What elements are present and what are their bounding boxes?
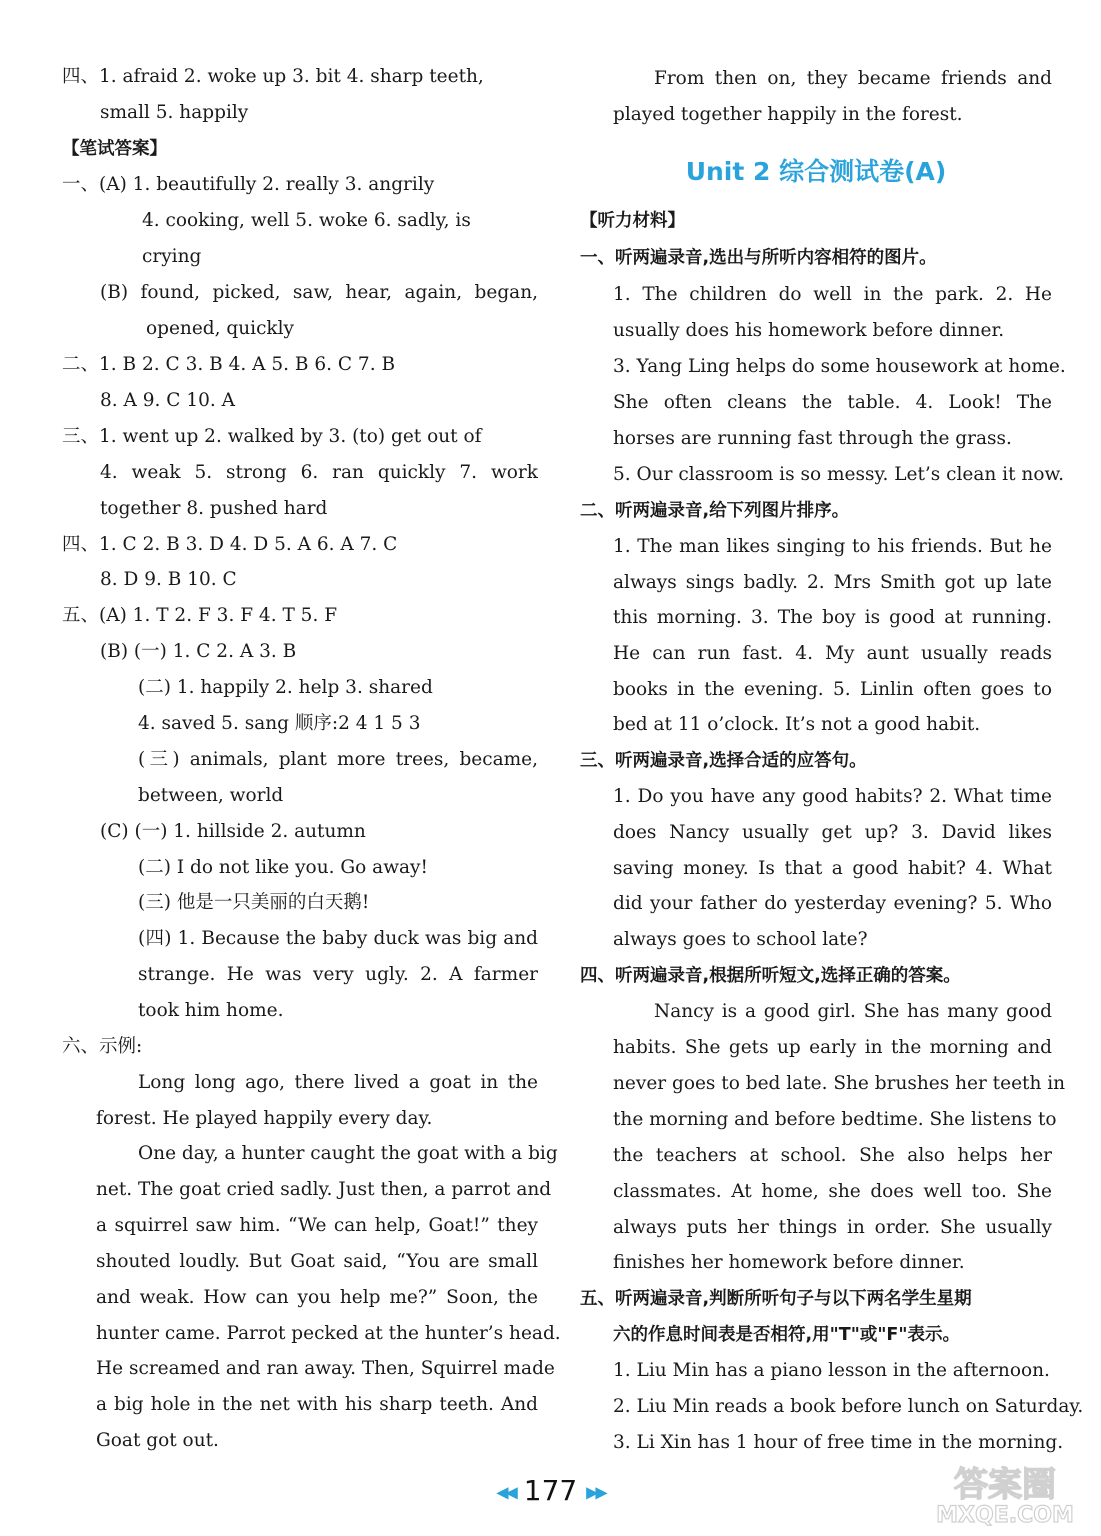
left-line: 4. cooking, well 5. woke 6. sadly, is: [142, 210, 471, 231]
right-line: always sings badly. 2. Mrs Smith got up late: [613, 572, 1052, 593]
left-line: 8. A 9. C 10. A: [100, 390, 236, 411]
left-line: 4. weak 5. strong 6. ran quickly 7. work: [100, 462, 538, 483]
left-line: (B) found, picked, saw, hear, again, began,: [100, 282, 538, 303]
right-line: always puts her things in order. She usually: [613, 1217, 1052, 1238]
left-line: He screamed and ran away. Then, Squirrel made: [96, 1358, 555, 1379]
left-line: 二、1. B 2. C 3. B 4. A 5. B 6. C 7. B: [62, 354, 396, 375]
left-line: (三) animals, plant more trees, became,: [138, 749, 538, 770]
left-line: shouted loudly. But Goat said, “You are small: [96, 1251, 538, 1272]
right-line: From then on, they became friends and: [654, 68, 1052, 89]
right-line: 一、听两遍录音,选出与所听内容相符的图片。: [580, 248, 937, 268]
left-line: and weak. How can you help me?” Soon, the: [96, 1287, 538, 1308]
right-line: 五、听两遍录音,判断所听句子与以下两名学生星期: [580, 1289, 972, 1309]
right-line: 六的作息时间表是否相符,用"T"或"F"表示。: [613, 1325, 961, 1345]
left-line: took him home.: [138, 1000, 284, 1021]
right-line: the teachers at school. She also helps her: [613, 1145, 1052, 1166]
next-arrows-icon: ▶▶: [586, 1482, 605, 1502]
left-line: hunter came. Parrot pecked at the hunter’s head.: [96, 1323, 561, 1344]
right-line: 二、听两遍录音,给下列图片排序。: [580, 501, 850, 521]
prev-arrows-icon: ◀◀: [496, 1482, 515, 1502]
watermark-logo: [925, 1458, 1085, 1528]
left-line: 四、1. C 2. B 3. D 4. D 5. A 6. A 7. C: [62, 534, 398, 555]
right-line: classmates. At home, she does well too. She: [613, 1181, 1052, 1202]
right-line: did your father do yesterday evening? 5. Who: [613, 893, 1052, 914]
left-line: 一、(A) 1. beautifully 2. really 3. angrily: [62, 174, 435, 195]
right-line: this morning. 3. The boy is good at running.: [613, 607, 1052, 628]
left-line: (四) 1. Because the baby duck was big and: [138, 928, 538, 949]
left-line: net. The goat cried sadly. Just then, a parrot and: [96, 1179, 552, 1200]
right-line: She often cleans the table. 4. Look! The: [613, 392, 1052, 413]
left-line: 四、1. afraid 2. woke up 3. bit 4. sharp teeth,: [62, 66, 484, 87]
right-line: 三、听两遍录音,选择合适的应答句。: [580, 751, 867, 771]
page-number: 177: [523, 1474, 578, 1507]
right-line: 【听力材料】: [580, 211, 685, 231]
left-line: Long long ago, there lived a goat in the: [138, 1072, 538, 1093]
right-line: 1. Liu Min has a piano lesson in the afternoon.: [613, 1360, 1050, 1381]
watermark-url: MXQE.COM: [936, 1503, 1074, 1528]
right-line: He can run fast. 4. My aunt usually reads: [613, 643, 1052, 664]
left-line: 4. saved 5. sang 顺序:2 4 1 5 3: [138, 713, 421, 734]
right-line: 5. Our classroom is so messy. Let’s clean it now.: [613, 464, 1064, 485]
right-line: Nancy is a good girl. She has many good: [654, 1001, 1052, 1022]
right-line: saving money. Is that a good habit? 4. What: [613, 858, 1052, 879]
left-line: crying: [142, 246, 202, 267]
right-line: 3. Li Xin has 1 hour of free time in the morning.: [613, 1432, 1064, 1453]
left-line: small 5. happily: [100, 102, 249, 123]
right-line: 1. The children do well in the park. 2. He: [613, 284, 1052, 305]
right-line: does Nancy usually get up? 3. David likes: [613, 822, 1052, 843]
left-line: 三、1. went up 2. walked by 3. (to) get out of: [62, 426, 482, 447]
left-line: (三) 他是一只美丽的白天鹅!: [138, 892, 370, 913]
left-line: forest. He played happily every day.: [96, 1108, 433, 1129]
left-line: opened, quickly: [146, 318, 295, 339]
left-line: (B) (一) 1. C 2. A 3. B: [100, 641, 297, 662]
left-line: together 8. pushed hard: [100, 498, 328, 519]
left-line: strange. He was very ugly. 2. A farmer: [138, 964, 538, 985]
right-line: finishes her homework before dinner.: [613, 1252, 965, 1273]
left-line: a squirrel saw him. “We can help, Goat!” they: [96, 1215, 538, 1236]
left-line: 五、(A) 1. T 2. F 3. F 4. T 5. F: [62, 605, 338, 626]
right-line: 1. The man likes singing to his friends. But he: [613, 536, 1052, 557]
right-line: books in the evening. 5. Linlin often goes to: [613, 679, 1052, 700]
right-line: bed at 11 o’clock. It’s not a good habit.: [613, 714, 981, 735]
left-line: 8. D 9. B 10. C: [100, 569, 237, 590]
left-line: (二) I do not like you. Go away!: [138, 857, 428, 878]
left-line: (C) (一) 1. hillside 2. autumn: [100, 821, 366, 842]
right-line: never goes to bed late. She brushes her teeth in: [613, 1073, 1066, 1094]
right-line: played together happily in the forest.: [613, 104, 963, 125]
right-line: 3. Yang Ling helps do some housework at home.: [613, 356, 1066, 377]
left-line: 六、示例:: [62, 1036, 143, 1057]
unit-title: Unit 2 综合测试卷(A): [685, 157, 947, 186]
right-line: always goes to school late?: [613, 929, 868, 950]
right-line: habits. She gets up early in the morning and: [613, 1037, 1052, 1058]
left-line: between, world: [138, 785, 284, 806]
left-line: One day, a hunter caught the goat with a big: [138, 1143, 558, 1164]
left-line: (二) 1. happily 2. help 3. shared: [138, 677, 433, 698]
right-line: 2. Liu Min reads a book before lunch on Saturday.: [613, 1396, 1084, 1417]
left-line: 【笔试答案】: [62, 139, 167, 159]
right-line: 1. Do you have any good habits? 2. What time: [613, 786, 1052, 807]
watermark-chinese: 答案圈: [954, 1465, 1056, 1505]
right-line: the morning and before bedtime. She listens to: [613, 1109, 1057, 1130]
left-line: a big hole in the net with his sharp teeth. And: [96, 1394, 538, 1415]
right-line: 四、听两遍录音,根据所听短文,选择正确的答案。: [580, 966, 961, 986]
right-line: horses are running fast through the grass.: [613, 428, 1012, 449]
right-line: usually does his homework before dinner.: [613, 320, 1005, 341]
left-line: Goat got out.: [96, 1430, 219, 1451]
